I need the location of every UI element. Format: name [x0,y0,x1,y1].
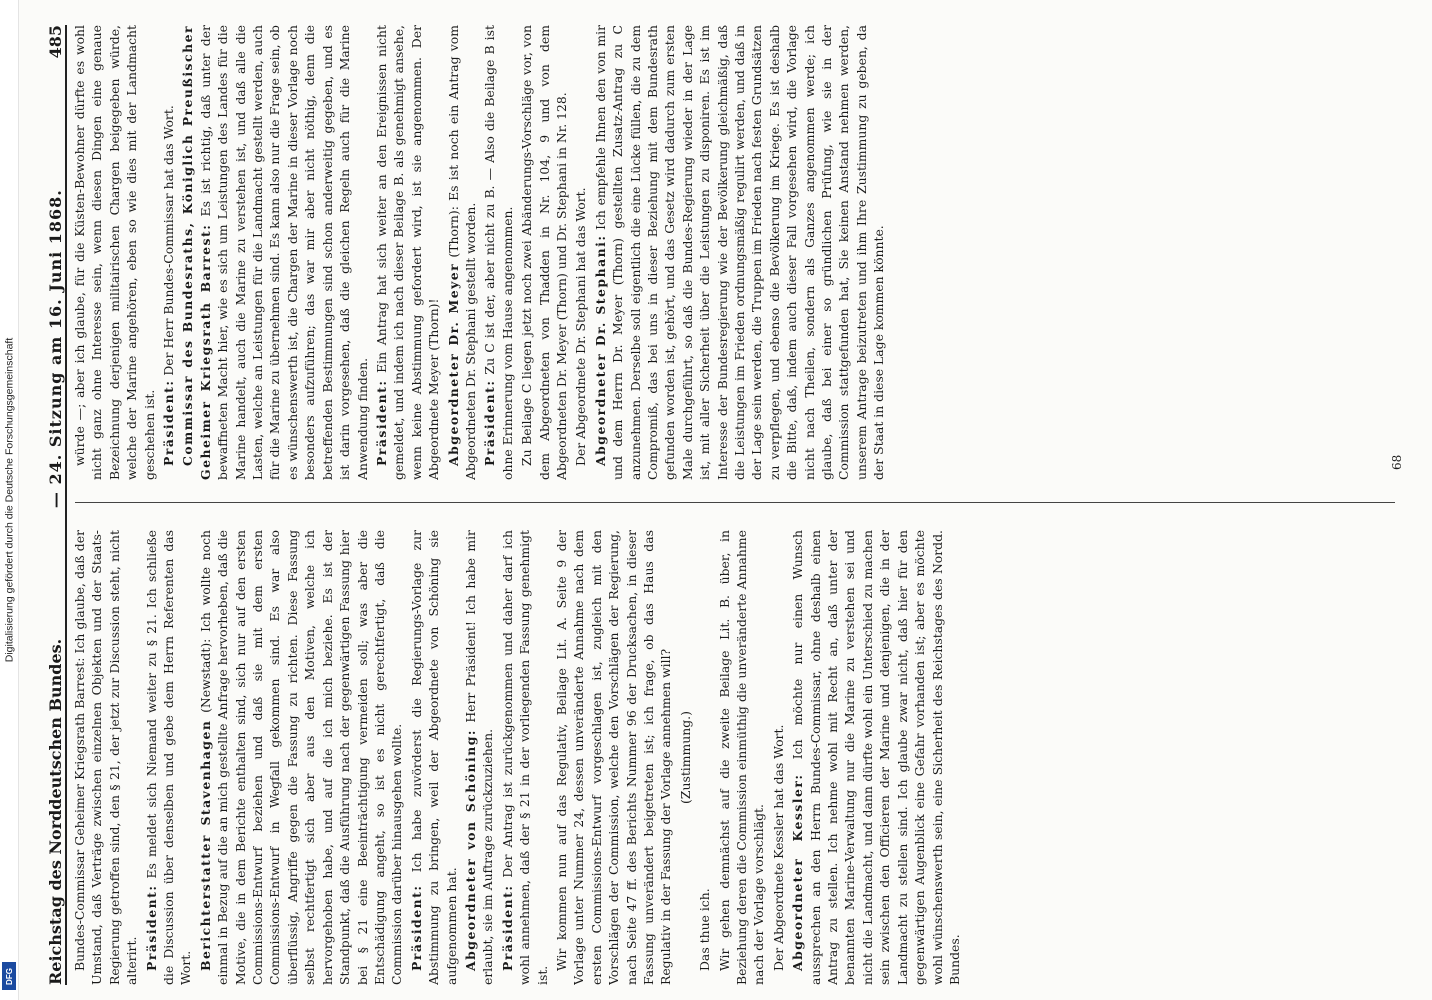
paragraph-text: Bundes-Commissar Geheimer Kriegsrath Barrest: Ich glaube, daß der Umstand, daß Verträge zwischen einzelnen Objekten und der Staats-Regierung getroffen sind, den § 21, der jetzt zur Discussion steht, nicht alterirt. [72,530,140,985]
left-column [71,530,1411,985]
speaker-name: Abgeordneter Dr. Meyer [445,262,461,466]
header-publication-title: Reichstag des Norddeutschen Bundes. [46,638,65,985]
paragraph-text: (Newstadt): Ich wollte noch einmal in Bezug auf die an mich gestellte Anfrage hervorheben, daß die Motive, die in dem Berichte enthalten sind, sich nur auf den ersten Commissions-Entwurf beziehen und daß sie mit dem ersten Commissions-Entwurf in Wegfall gekommen sind. Es war also überflüssig, Angriffe gegen die Fassung zu richten. Diese Fassung selbst rechtfertigt sich aber aus den Motiven, welche ich hervorgehoben habe, und auf die ich mich beziehe. Es ist der Standpunkt, daß die Ausführung nach der gegenwärtigen Fassung hier bei § 21 eine Beeinträchtigung vermeiden soll; was aber die Entschädigung angeht, so ist es nicht gerechtfertigt, daß die Commission darüber hinausgehen wollte. [197,530,405,985]
paragraph [197,530,406,985]
rotated-page-content [35,25,1420,985]
paragraph-text: Das thue ich. [697,888,713,971]
paragraph-text: (Zustimmung.) [677,711,693,804]
paragraph-text: Wir gehen demnächst auf die zweite Beilage Lit. B. über, in Beziehung deren die Commission einmüthig die unveränderte Annahme nach der Vorlage vorschlägt. [716,530,767,985]
speaker-name: Berichterstatter Stavenhagen [197,719,213,971]
paragraph [716,530,768,985]
paragraph [445,25,480,480]
speaker-name: Commissar des Bundesraths, Königlich Preußischer Geheimer Kriegsrath Barrest: [180,25,213,480]
column-divider [75,502,1395,503]
paragraph [592,25,888,480]
digitization-credit-text: Digitalisierung gefördert durch die Deutsche Forschungsgemeinschaft [3,337,16,663]
speaker-name: Abgeordneter Dr. Stephani: [592,234,608,466]
paragraph-text: Der Herr Bundes-Commissar hat das Wort. [161,105,177,376]
paragraph [481,25,516,480]
right-column [71,25,1411,480]
paragraph [408,530,460,985]
paragraph [373,25,443,480]
speaker-name: Abgeordneter von Schöning: [462,729,478,971]
header-session-date: — 24. Sitzung am 16. Juni 1868. [46,189,65,509]
paragraph-text: Zu C ist der, aber nicht zu B. — Also die Beilage B ist ohne Erinnerung vom Hause angenommen. [482,25,515,480]
paragraph-text: Der Abgeordnete Dr. Stephani hat das Wort. [573,187,589,466]
paragraph [160,25,177,480]
paragraph [462,530,497,985]
paragraph-text: Ein Antrag hat sich weiter an den Ereignissen nicht gemeldet, und indem ich nach dieser Beilage B. als genehmigt ansehe, wenn keine Abstimmung gefordert wird, ist sie angenommen. Der Abgeordnete Meyer (Thorn)! [373,25,442,480]
speaker-name: Präsident: [143,884,159,971]
paragraph [71,530,141,985]
speaker-name: Abgeordneter Kessler: [790,773,806,971]
paragraph [143,530,195,985]
dfg-logo-text: DFG [4,967,14,985]
paragraph [553,530,675,985]
digitization-credit-strip [0,0,19,1000]
paragraph-text: Es ist richtig, daß unter der bewaffneten Macht hier, wie es sich um Leistungen des Landes für die Marine handelt, auch die Marine zu verstehen ist, und daß alle die Lasten, welche an Leistungen für die Landmacht gestellt werden, auch für die Marine zu übernehmen sind. Es kann also nur die Frage sein, ob es wünschenswerth ist, die Chargen der Marine in dieser Vorlage noch besonders aufzuführen; das war mir aber nicht nöthig, denn die betreffenden Bestimmungen sind schon anderweitig gegeben, und es ist darin vorgesehen, daß die gleichen Regeln auch für die Marine Anwendung finden. [197,25,370,480]
paragraph-text: (Thorn): Es ist noch ein Antrag vom Abgeordneten Dr. Stephani gestellt worden. [445,25,478,480]
dfg-logo-icon [2,962,16,990]
paragraph [572,25,589,480]
paragraph-text: Ich habe zuvörderst die Regierungs-Vorlage zur Abstimmung zu bringen, weil der Abgeordnete von Schöning sie aufgenommen hat. [408,530,459,985]
page-header [35,25,67,985]
paragraph [677,530,694,985]
footer-signature-mark: 68 [1390,454,1404,470]
speaker-name: Präsident: [161,379,177,466]
paragraph-text: Herr Präsident! Ich habe mir erlaubt, sie im Auftrage zurückzuziehen. [462,530,496,985]
paragraph-text: Der Antrag ist zurückgenommen und daher darf ich wohl annehmen, daß der § 21 in der vorliegenden Fassung genehmigt ist. [499,530,550,985]
speaker-name: Präsident: [482,379,498,466]
paragraph [179,25,370,480]
header-page-number: 485 [46,25,65,59]
paragraph [770,530,787,985]
paragraph-text: Der Abgeordnete Kessler hat das Wort. [770,724,786,971]
paragraph [789,530,963,985]
paragraph [499,530,551,985]
speaker-name: Präsident: [499,884,515,971]
speaker-name: Präsident: [408,884,424,971]
paragraph [518,25,570,480]
paragraph-text: würde —; aber ich glaube, für die Küsten-Bewohner dürfte es wohl nicht ganz ohne Interesse sein, wenn diesen Dingen eine genaue Bezeichnung derjenigen militairischen Chargen beigegeben würde, welche der Marine angehören, eben so wie dies mit der Landmacht geschehen ist. [72,25,157,480]
paragraph-text: Ich empfehle Ihnen den von mir und dem Herrn Dr. Meyer (Thorn) gestellten Zusatz-Antrag zu C anzunehmen. Derselbe soll eigentlich die eine Lücke füllen, die zu dem Compromiß, das bei uns in dieser Beziehung mit dem Bundesrath gefunden worden ist, gehört, und das Gesetz wird dadurch zum ersten Male durchgeführt, so daß die Bundes-Regierung wieder in der Lage ist, mit aller Sicherheit über die Leistungen zu disponiren. Es ist im Interesse der Bundesregierung wie der Bevölkerung gleichmäßig, daß die Leistungen im Frieden ordnungsmäßig regulirt werden, und daß in der Lage sein werden, die Truppen im Frieden nach festen Grundsätzen zu verpflegen, und ebenso die Bevölkerung im Kriege. Es ist deshalb die Bitte, daß, indem auch dieser Fall vorgesehen wird, die Vorlage nicht nach Theilen, sondern als Ganzes angenommen werde; ich glaube, daß bei einer so gründlichen Prüfung, wie sie in der Commission stattgefunden hat, Sie keinen Anstand nehmen werden, unserem Antrage beizutreten und ihm Ihre Zustimmung zu geben, da der Staat in diese Lage kommen könnte. [592,25,887,480]
paragraph [71,25,158,480]
paragraph-text: Ich möchte nur einen Wunsch aussprechen an den Herrn Bundes-Commissar, ohne deshalb einen Antrag zu stellen. Ich nehme wohl mit Recht an, daß unter der benannten Marine-Verwaltung nur die Marine zu verstehen sei und nicht die Landmacht, und dann dürfte wohl ein Unterschied zu machen sein zwischen den Officieren der Marine und denjenigen, die in der Landmacht zu stellen sind. Ich glaube zwar nicht, daß hier für den gegenwärtigen Augenblick eine Gefahr vorhanden ist; aber es möchte wohl wünschenswerth sein, eine Sicherheit des Reichstages des Nordd. Bundes. [790,530,962,985]
paragraph-text: Es meldet sich Niemand weiter zu § 21. Ich schließe die Discussion über denselben und gebe dem Herrn Referenten das Wort. [143,530,194,985]
paragraph-text: Zu Beilage C liegen jetzt noch zwei Abänderungs-Vorschläge vor, von dem Abgeordneten von Thadden in Nr. 104, 9 und von dem Abgeordneten Dr. Meyer (Thorn) und Dr. Stephani in Nr. 128. [519,25,569,480]
digitization-credit [0,0,18,1000]
paragraph [696,530,713,985]
speaker-name: Präsident: [373,379,389,466]
paragraph-text: Wir kommen nun auf das Regulativ, Beilage Lit. A. Seite 9 der Vorlage unter Nummer 24, dessen unveränderte Annahme nach dem ersten Commissions-Entwurf vorgeschlagen ist, zugleich mit den Vorschlägen der Commission, welche den Vorschlägen der Regierung, nach Seite 47 ff. des Berichts Nummer 96 der Drucksachen, in dieser Fassung unverändert beigetreten ist; ich frage, ob das Haus das Regulativ in der Fassung der Vorlage annehmen will? [553,530,674,985]
